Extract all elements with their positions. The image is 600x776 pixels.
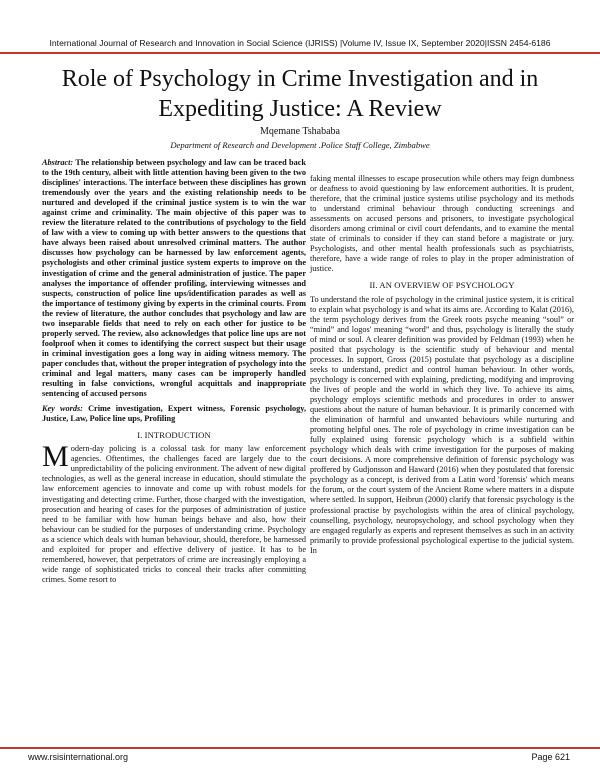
abstract-label: Abstract: [42, 158, 74, 167]
section-heading-overview: II. AN OVERVIEW OF PSYCHOLOGY [369, 280, 515, 291]
introduction-paragraph [42, 440, 306, 585]
paper-title: Role of Psychology in Crime Investigation and in Expediting Justice: A Review [61, 66, 539, 122]
right-column [310, 174, 574, 556]
section-heading-introduction: I. INTRODUCTION [137, 430, 211, 441]
introduction-continuation: faking mental illnesses to escape prosecution while others may feign dumbness or deafness to avoid questioning by law enforcement authorities. It is prudent, therefore, that the criminal justice systems utilise psychology and its methods to understand criminal behaviour through conducting screenings and assessments on accused persons and prisoners, to investigate psychological disorders among criminal or civil court defendants, and to examine the mental state of criminals to consider if they can stand before a magistrate or jury. Psychologists, and other mental health professionals such as psychiatrists, therefore, have a wide range of roles to play in the proper administration of justice. [310, 174, 574, 274]
keywords-label: Key words: [42, 404, 83, 414]
abstract [42, 158, 306, 399]
footer-page-number: Page 621 [531, 752, 570, 762]
introduction-text: odern-day policing is a colossal task for many law enforcement agencies. Oftentimes, the challenges faced are largely due to the unpredictability of the policing environment. The advent of new digital technologies, as well as the general increase in education, should stimulate the law enforcement agencies to innovate and come up with robust models for investigating and detecting crime. Further, those charged with the investigation, prosecution and hearing of cases for the purposes of administration of justice need to be familiar with how human beings behave and also, how their behaviour can be studied for the purposes of understanding crime. Psychology as a science which deals with human behaviour, should, therefore, be harnessed and exploited for proper and effective delivery of justice. It has to be remembered, however, that perpetrators of crime are increasingly employing a wide range of sophisticated tricks to conceal their tracks after committing crimes. Some resort to [42, 444, 306, 584]
left-column [42, 158, 306, 585]
author-name: Mqemane Tshababa [260, 126, 340, 137]
dropcap-letter: M [42, 440, 69, 474]
running-head: International Journal of Research and Innovation in Social Science (IJRISS) |Volume IV, Issue IX, September 2020|ISSN 2454-6186 [49, 38, 551, 48]
abstract-text: The relationship between psychology and law can be traced back to the 19th century, albeit with little attention having been given to the two disciplines' interactions. The interface between these disciplines has grown tremendously over the years and the existing relationship needs to be nurtured and developed if the criminal justice system is to win the war against crime and criminality. The main objective of this paper was to review the literature related to the contributions of psychology to the field of law with a view to coming up with better answers to the questions that have always been raised about unresolved criminal matters. The author discusses how psychology can be harnessed by law enforcement agents, psychologists and other criminal justice system experts to improve on the investigation of crime and the general administration of justice. The paper analyses the importance of offender profiling, interviewing witnesses and suspects, construction of police line ups/identification parades as well as the importance of testimony giving by experts in the criminal courts. From the review of literature, the author concludes that psychology and law are two inseparable fields that need to rely on each other for justice to be properly served. The review, also acknowledges that police line ups are not foolproof when it comes to identifying the correct suspect but their usage in criminal investigation goes a long way in aiding witness memory. The paper concludes that, without the proper integration of psychology into the criminal and legal matters, many cases can be improperly handled resulting in false convictions, wrongful acquittals and inappropriate sentencing of accused persons [42, 158, 306, 399]
footer-website[interactable]: www.rsisinternational.org [28, 752, 129, 762]
keywords [42, 404, 306, 424]
keywords-text: Crime investigation, Expert witness, Forensic psychology, Justice, Law, Police line ups, Profiling [42, 404, 307, 424]
bottom-rule [0, 747, 600, 749]
top-rule [0, 52, 600, 54]
overview-text: To understand the role of psychology in the criminal justice system, it is critical to explain what psychology is and what its aims are. According to Kalat (2016), the term psychology derives from the Greek roots psyche meaning “soul” or “mind” and logos' meaning “word” and thus, psychology is literally the study of mind or soul. A clearer definition was provided by Feldman (1993) when he posited that psychology is the scientific study of behaviour and mental processes. In support, Gross (2015) postulate that psychology as a discipline seeks to understand, predict and control human behaviour. In other words, psychology is concerned with explaining, predicting, modifying and improving the lives of people and the world in which they live. To achieve its aims, psychology employs scientific methods and procedures in order to answer questions about the nature of human behaviour. It is primarily concerned with the elimination of harmful and unwanted behaviours while nurturing and promoting helpful ones. The role of psychology in crime investigation can be fully explained using forensic psychology which is a subfield within psychology which deals with crime investigation for the purposes of making court decisions. A more comprehensive definition of forensic psychology was proffered by Gudjonsson and Haward (2016) when they postulated that forensic psychology as a concept, is derived from a Latin word 'forensis' which means the forum, or the court system of the Ancient Rome where matters in a dispute where settled. In support, Heibrun (2000) clarify that forensic psychology is the professional practise by psychologists within the area of clinical psychology, counselling, psychology, neuropsychology, and school psychology when they are engaged regularly as experts and represent themselves as such in an activity primarily to provide professional psychological expertise to the judicial system. In [310, 294, 574, 555]
author-affiliation: Department of Research and Development .Police Staff College, Zimbabwe [170, 140, 430, 150]
